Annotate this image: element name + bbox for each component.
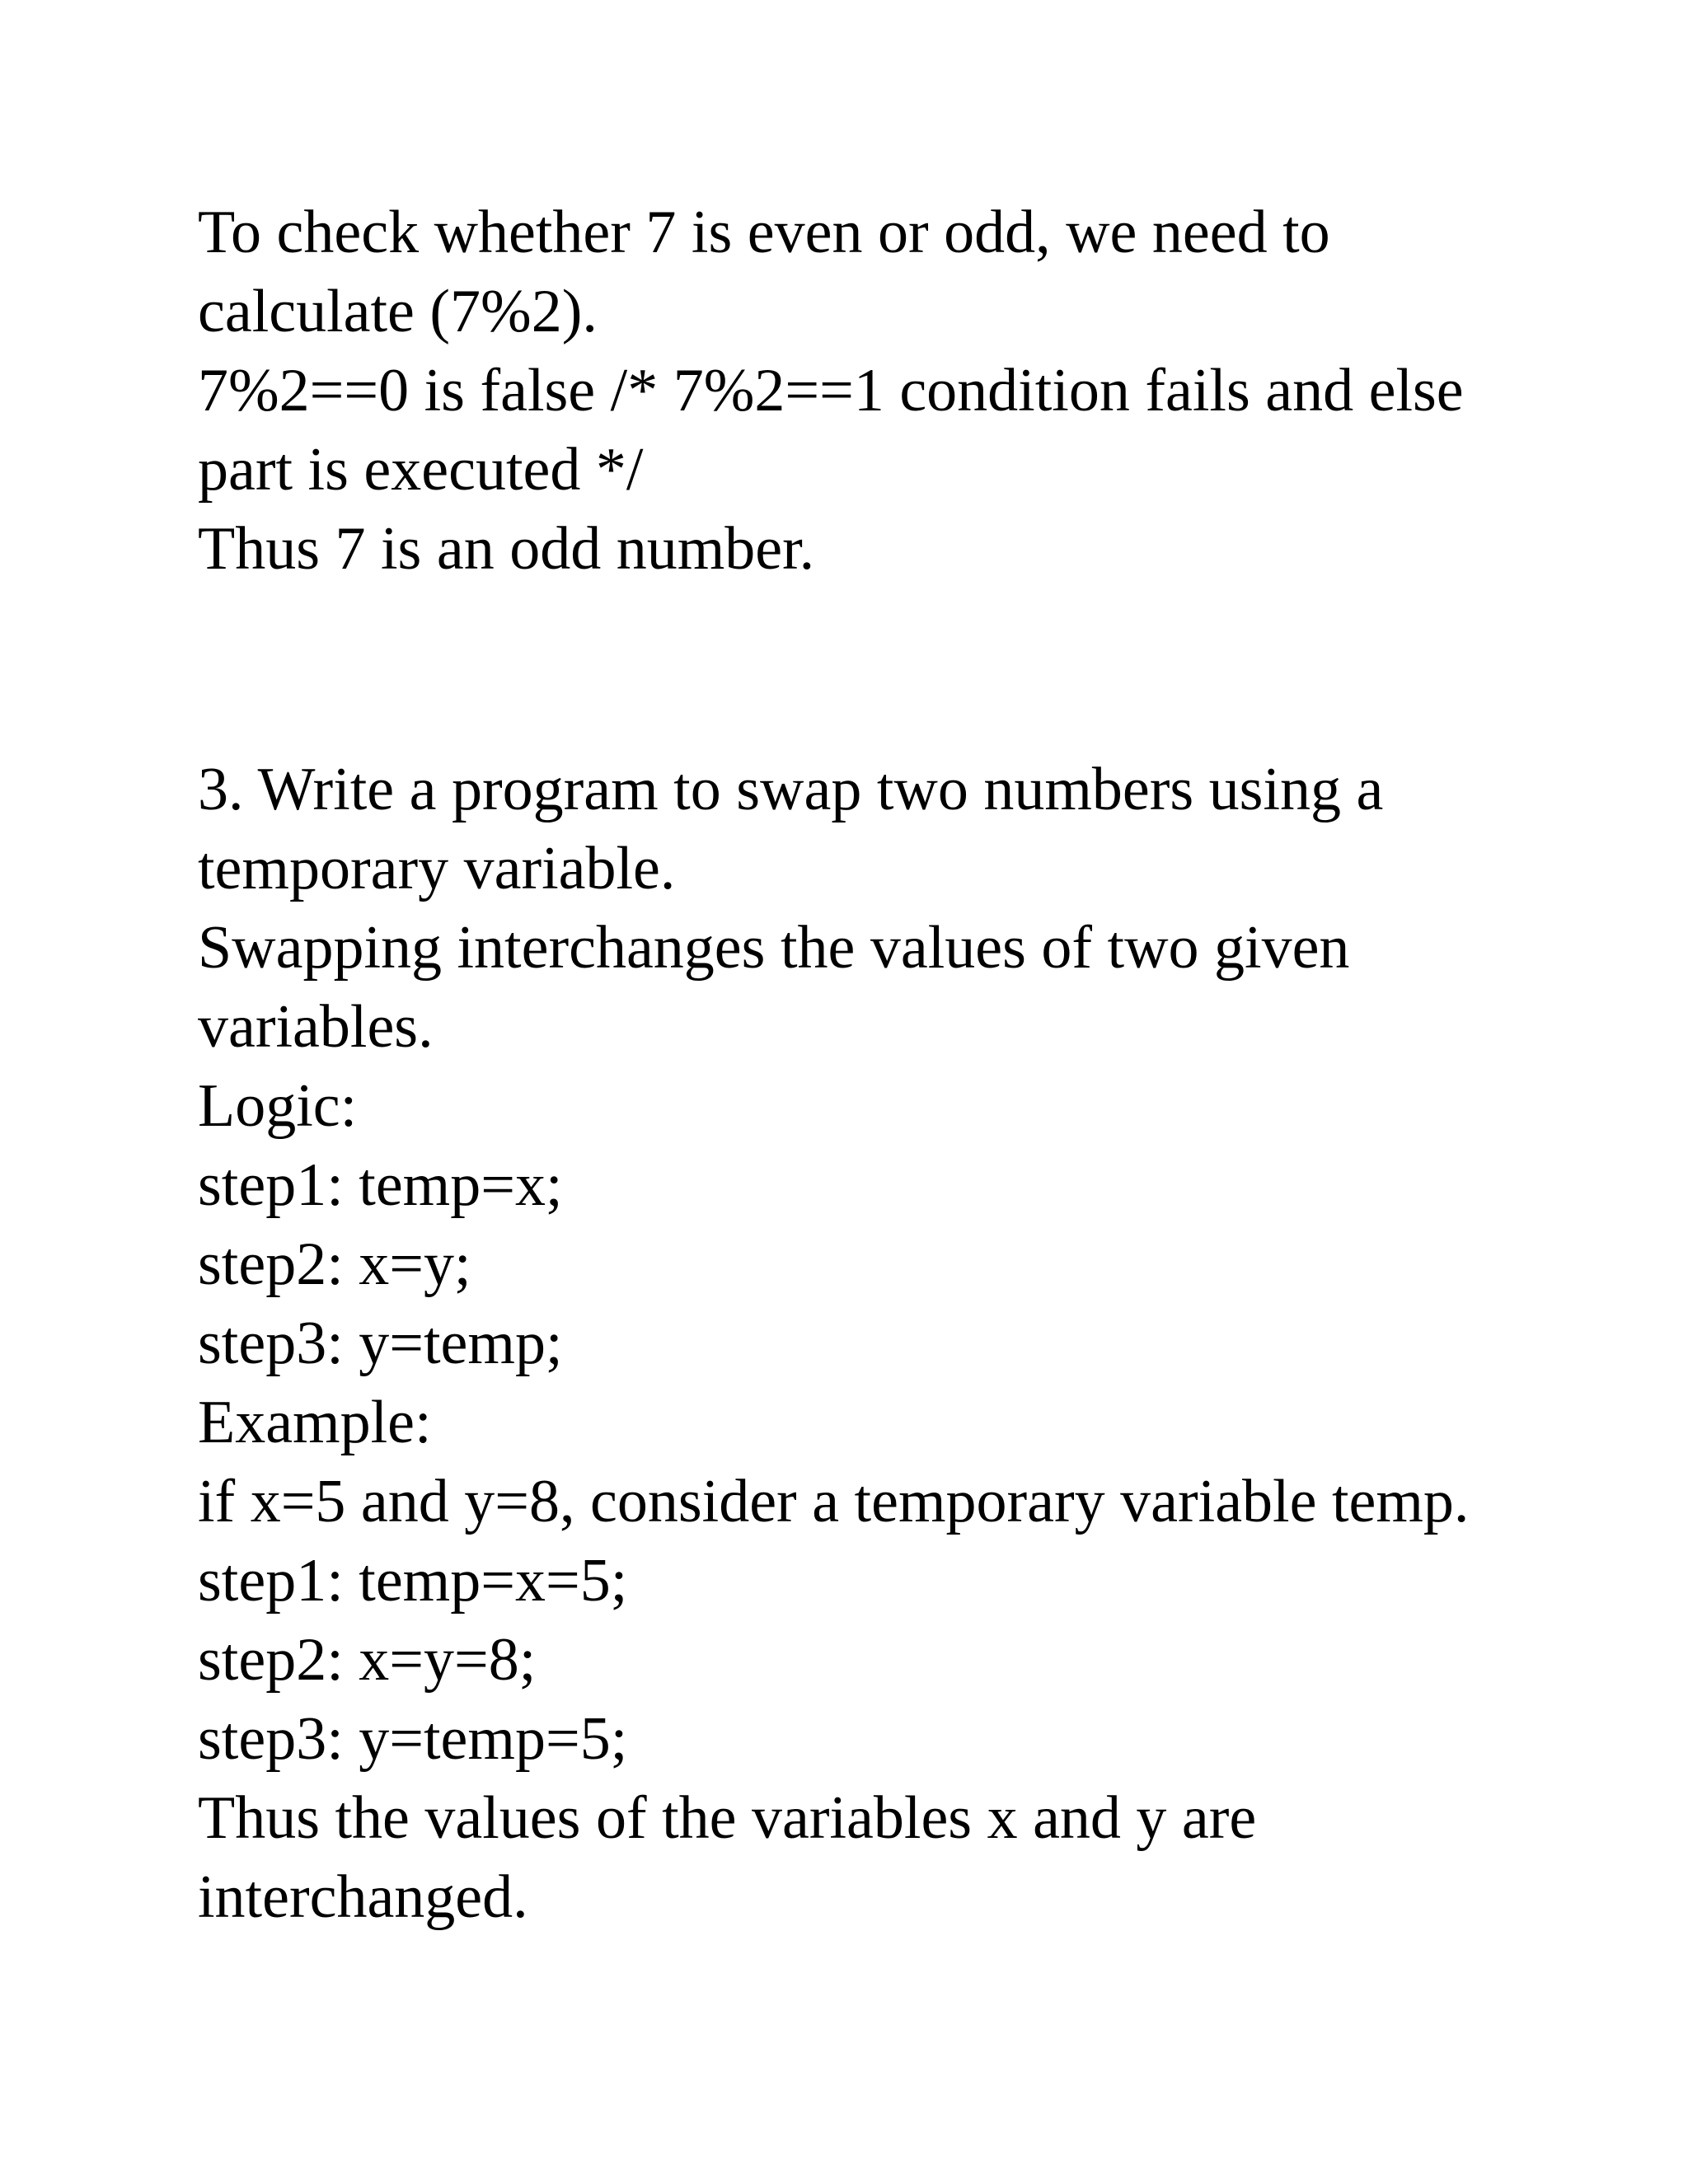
logic-label: Logic:	[198, 1072, 358, 1140]
example-step: step3: y=temp=5;	[198, 1705, 628, 1773]
example-line: if x=5 and y=8, consider a temporary variable temp.	[198, 1468, 1470, 1535]
logic-step: step3: y=temp;	[198, 1310, 563, 1377]
text-line: 7%2==0 is false /* 7%2==1 condition fails and else	[198, 357, 1464, 424]
text-line: part is executed */	[198, 436, 644, 504]
text-line: Swapping interchanges the values of two given	[198, 914, 1350, 982]
text-line: variables.	[198, 993, 434, 1061]
example-step: step1: temp=x=5;	[198, 1547, 628, 1615]
question-heading-continued: temporary variable.	[198, 835, 676, 902]
question-heading: 3. Write a program to swap two numbers using a	[198, 756, 1384, 823]
logic-step: step2: x=y;	[198, 1230, 471, 1298]
example-step: step2: x=y=8;	[198, 1626, 537, 1694]
logic-step: step1: temp=x;	[198, 1151, 563, 1219]
even-odd-explanation	[198, 193, 1517, 588]
text-line: Thus 7 is an odd number.	[198, 515, 815, 583]
example-label: Example:	[198, 1389, 432, 1456]
text-line: calculate (7%2).	[198, 278, 598, 345]
question-3-section	[198, 750, 1517, 1937]
text-line: interchanged.	[198, 1863, 528, 1931]
text-line: To check whether 7 is even or odd, we need to	[198, 199, 1330, 266]
text-line: Thus the values of the variables x and y are	[198, 1784, 1257, 1852]
